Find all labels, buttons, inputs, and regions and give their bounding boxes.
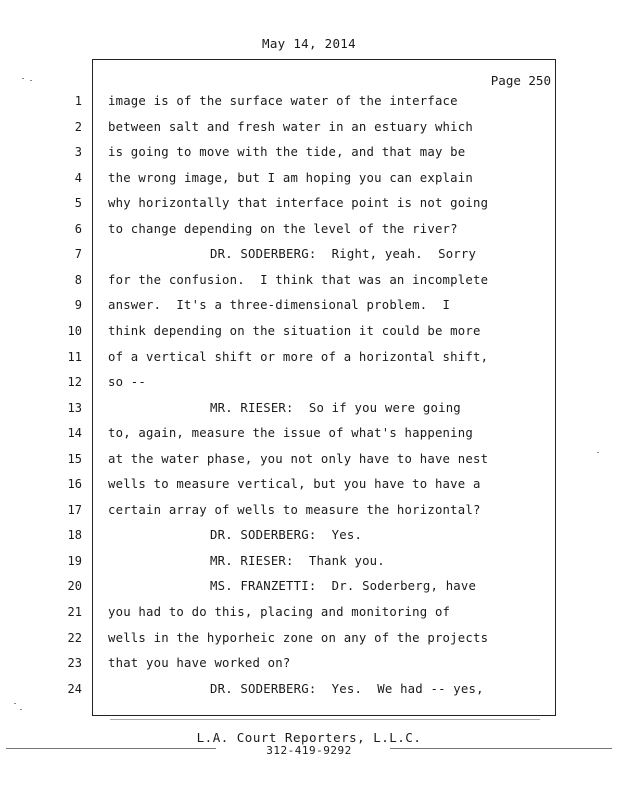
transcript-line: is going to move with the tide, and that may be (108, 145, 466, 160)
scan-artifact-line (110, 719, 540, 720)
transcript-line: image is of the surface water of the interface (108, 94, 458, 108)
transcript-line: think depending on the situation it could be more (108, 323, 481, 338)
line-number: 12 (67, 375, 82, 390)
line-number: 2 (74, 119, 82, 134)
line-number: 22 (67, 630, 82, 645)
footer-phone: 312-419-9292 (266, 744, 352, 757)
line-number: 14 (67, 426, 82, 441)
line-number: 5 (74, 196, 82, 211)
line-number: 18 (67, 528, 82, 543)
transcript-line: MR. RIESER: Thank you. (210, 553, 385, 568)
transcript-line: the wrong image, but I am hoping you can explain (108, 170, 473, 185)
transcript-line: why horizontally that interface point is not going (108, 196, 489, 211)
line-number: 8 (74, 272, 82, 287)
line-number: 1 (74, 94, 82, 108)
line-number: 17 (67, 502, 82, 517)
scan-speck (14, 703, 16, 704)
transcript-line: wells to measure vertical, but you have to have a (108, 477, 481, 492)
transcript-date: May 14, 2014 (262, 36, 356, 51)
page-number: Page 250 (490, 73, 551, 88)
scan-speck (597, 452, 599, 453)
line-number: 19 (67, 553, 82, 568)
transcript-line: at the water phase, you not only have to have nest (108, 451, 489, 466)
transcript-line: wells in the hyporheic zone on any of the projects (108, 630, 489, 645)
line-number: 3 (74, 145, 82, 160)
line-number: 9 (74, 298, 82, 313)
scan-speck (22, 78, 24, 79)
transcript-line: MS. FRANZETTI: Dr. Soderberg, have (210, 579, 477, 594)
scan-speck (20, 709, 22, 710)
transcript-line: DR. SODERBERG: Right, yeah. Sorry (210, 247, 477, 262)
transcript-line: you had to do this, placing and monitoring of (108, 605, 451, 619)
scan-speck (30, 80, 32, 81)
line-number: 10 (67, 323, 82, 338)
scan-artifact-line (390, 748, 612, 749)
scan-artifact-line (6, 748, 216, 749)
footer-company: L.A. Court Reporters, L.L.C. (196, 730, 422, 745)
transcript-line: to change depending on the level of the river? (108, 221, 458, 236)
transcript-line: of a vertical shift or more of a horizontal shift, (108, 349, 489, 364)
transcript-line: for the confusion. I think that was an incomplete (108, 272, 489, 287)
transcript-line: answer. It's a three-dimensional problem. I (108, 298, 451, 313)
transcript-line: between salt and fresh water in an estuary which (108, 119, 473, 134)
transcript-line: to, again, measure the issue of what's happening (108, 426, 473, 441)
transcript-line: certain array of wells to measure the horizontal? (108, 502, 481, 517)
transcript-line: that you have worked on? (108, 656, 291, 671)
line-number: 16 (67, 477, 82, 492)
line-number: 15 (67, 451, 82, 466)
transcript-line: DR. SODERBERG: Yes. We had -- yes, (210, 681, 484, 696)
transcript-line: so -- (108, 375, 147, 390)
line-number: 24 (67, 681, 82, 696)
line-number: 13 (67, 400, 82, 415)
line-number: 7 (74, 247, 82, 262)
line-number: 23 (67, 656, 82, 671)
transcript-line: MR. RIESER: So if you were going (210, 400, 461, 415)
transcript-line: DR. SODERBERG: Yes. (210, 528, 363, 543)
line-number: 20 (67, 579, 82, 594)
line-number: 11 (67, 349, 82, 364)
line-number: 6 (74, 221, 82, 236)
line-number: 4 (74, 170, 82, 185)
line-number: 21 (67, 605, 82, 619)
